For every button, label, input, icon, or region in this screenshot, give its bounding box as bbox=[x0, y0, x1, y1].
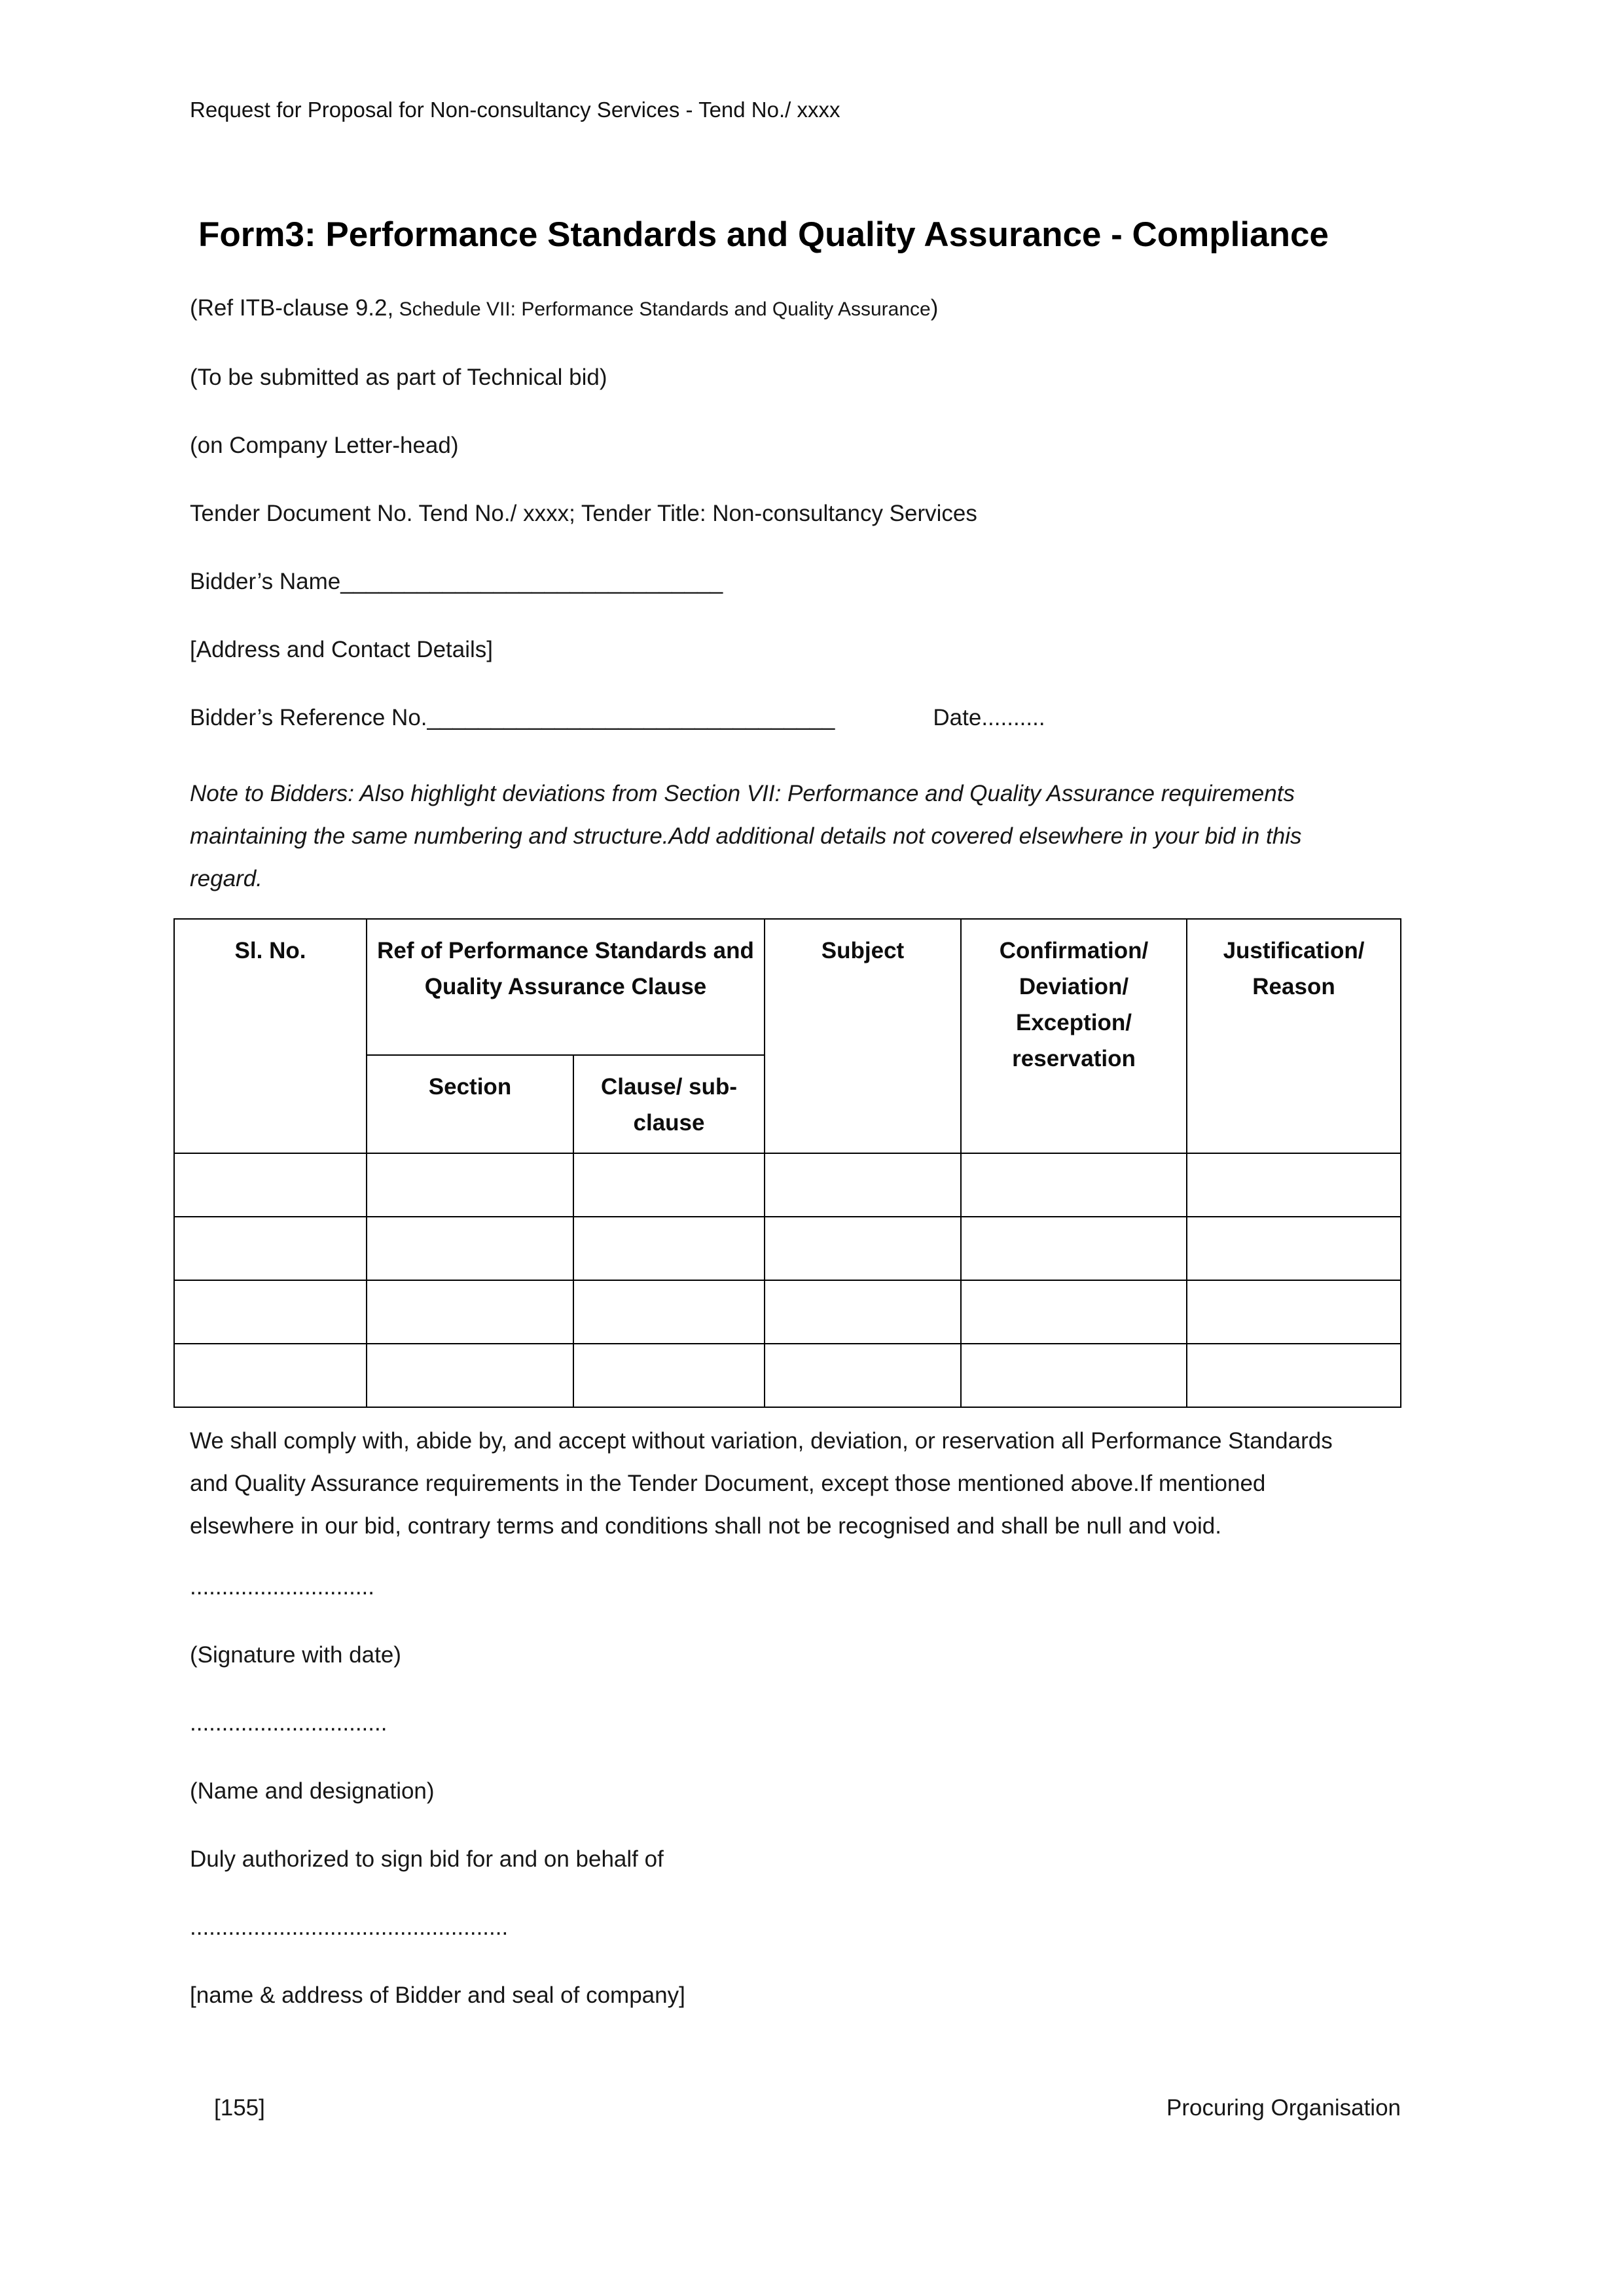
table-cell bbox=[174, 1280, 367, 1344]
table-cell bbox=[765, 1217, 961, 1280]
letterhead-note: (on Company Letter-head) bbox=[190, 433, 459, 458]
submission-note: (To be submitted as part of Technical bid) bbox=[190, 365, 607, 390]
header-row-1 bbox=[174, 919, 1401, 1055]
table-row bbox=[174, 1217, 1401, 1280]
header-sl-no: Sl. No. bbox=[174, 919, 367, 1153]
table-cell bbox=[367, 1217, 573, 1280]
header-confirmation: Confirmation/ Deviation/ Exception/ reservation bbox=[961, 919, 1187, 1153]
table-cell bbox=[1187, 1217, 1401, 1280]
tender-line: Tender Document No. Tend No./ xxxx; Tender Title: Non-consultancy Services bbox=[190, 501, 977, 526]
ref-line-main: (Ref ITB-clause 9.2, bbox=[190, 295, 394, 321]
table-cell bbox=[961, 1153, 1187, 1217]
header-justification: Justification/ Reason bbox=[1187, 919, 1401, 1153]
bidder-reference-field: Bidder’s Reference No.________________________________ bbox=[190, 705, 835, 730]
table-row bbox=[174, 1153, 1401, 1217]
table-cell bbox=[573, 1344, 765, 1407]
authorization-line: Duly authorized to sign bid for and on behalf of bbox=[190, 1846, 664, 1872]
table-cell bbox=[1187, 1280, 1401, 1344]
running-header: Request for Proposal for Non-consultancy Services - Tend No./ xxxx bbox=[190, 98, 840, 122]
header-clause: Clause/ sub-clause bbox=[573, 1055, 765, 1153]
bidder-name-line: Bidder’s Name______________________________ bbox=[190, 569, 723, 594]
date-field: Date.......... bbox=[933, 705, 1045, 730]
compliance-table bbox=[173, 918, 1401, 1408]
header-subject: Subject bbox=[765, 919, 961, 1153]
page-number: [155] bbox=[214, 2095, 265, 2121]
table-cell bbox=[961, 1280, 1187, 1344]
table-cell bbox=[174, 1344, 367, 1407]
signature-label: (Signature with date) bbox=[190, 1642, 401, 1668]
ref-line-close: ) bbox=[930, 295, 939, 321]
table-row bbox=[174, 1344, 1401, 1407]
table-row bbox=[174, 1280, 1401, 1344]
page-footer bbox=[214, 2094, 1401, 2122]
note-to-bidders: Note to Bidders: Also highlight deviations from Section VII: Performance and Quality Assurance requirements maintaining the same numbering and structure.Add additional details not covered elsewhere in your bid in this regard. bbox=[190, 781, 1302, 891]
ref-line bbox=[190, 295, 1439, 323]
table-cell bbox=[765, 1153, 961, 1217]
table-cell bbox=[573, 1217, 765, 1280]
company-dots: .................................................. bbox=[190, 1914, 509, 1940]
header-section: Section bbox=[367, 1055, 573, 1153]
address-line: [Address and Contact Details] bbox=[190, 637, 494, 662]
table-cell bbox=[367, 1153, 573, 1217]
table-cell bbox=[1187, 1344, 1401, 1407]
company-line: [name & address of Bidder and seal of company] bbox=[190, 1982, 685, 2008]
table-body bbox=[174, 1153, 1401, 1407]
name-designation-label: (Name and designation) bbox=[190, 1778, 435, 1804]
table-cell bbox=[367, 1344, 573, 1407]
table-header bbox=[174, 919, 1401, 1153]
table-cell bbox=[765, 1280, 961, 1344]
reference-line bbox=[190, 704, 1439, 732]
signature-dots: ............................. bbox=[190, 1574, 374, 1600]
table-cell bbox=[174, 1217, 367, 1280]
organisation-name: Procuring Organisation bbox=[1166, 2095, 1401, 2121]
table-cell bbox=[573, 1153, 765, 1217]
table-cell bbox=[573, 1280, 765, 1344]
table-cell bbox=[367, 1280, 573, 1344]
ref-line-small: Schedule VII: Performance Standards and Quality Assurance bbox=[393, 298, 931, 320]
form-title: Form3: Performance Standards and Quality Assurance - Compliance bbox=[198, 215, 1329, 254]
table-cell bbox=[174, 1153, 367, 1217]
table-cell bbox=[1187, 1153, 1401, 1217]
table-cell bbox=[961, 1217, 1187, 1280]
table-cell bbox=[961, 1344, 1187, 1407]
header-ref-group: Ref of Performance Standards and Quality Assurance Clause bbox=[367, 919, 765, 1055]
compliance-declaration: We shall comply with, abide by, and accept without variation, deviation, or reservation all Performance Standards and Quality Assurance requirements in the Tender Document, except those mentioned above.If mentioned elsewhere in our bid, contrary terms and conditions shall not be recognised and shall be null and void. bbox=[190, 1428, 1333, 1539]
table-cell bbox=[765, 1344, 961, 1407]
name-dots: ............................... bbox=[190, 1710, 388, 1736]
